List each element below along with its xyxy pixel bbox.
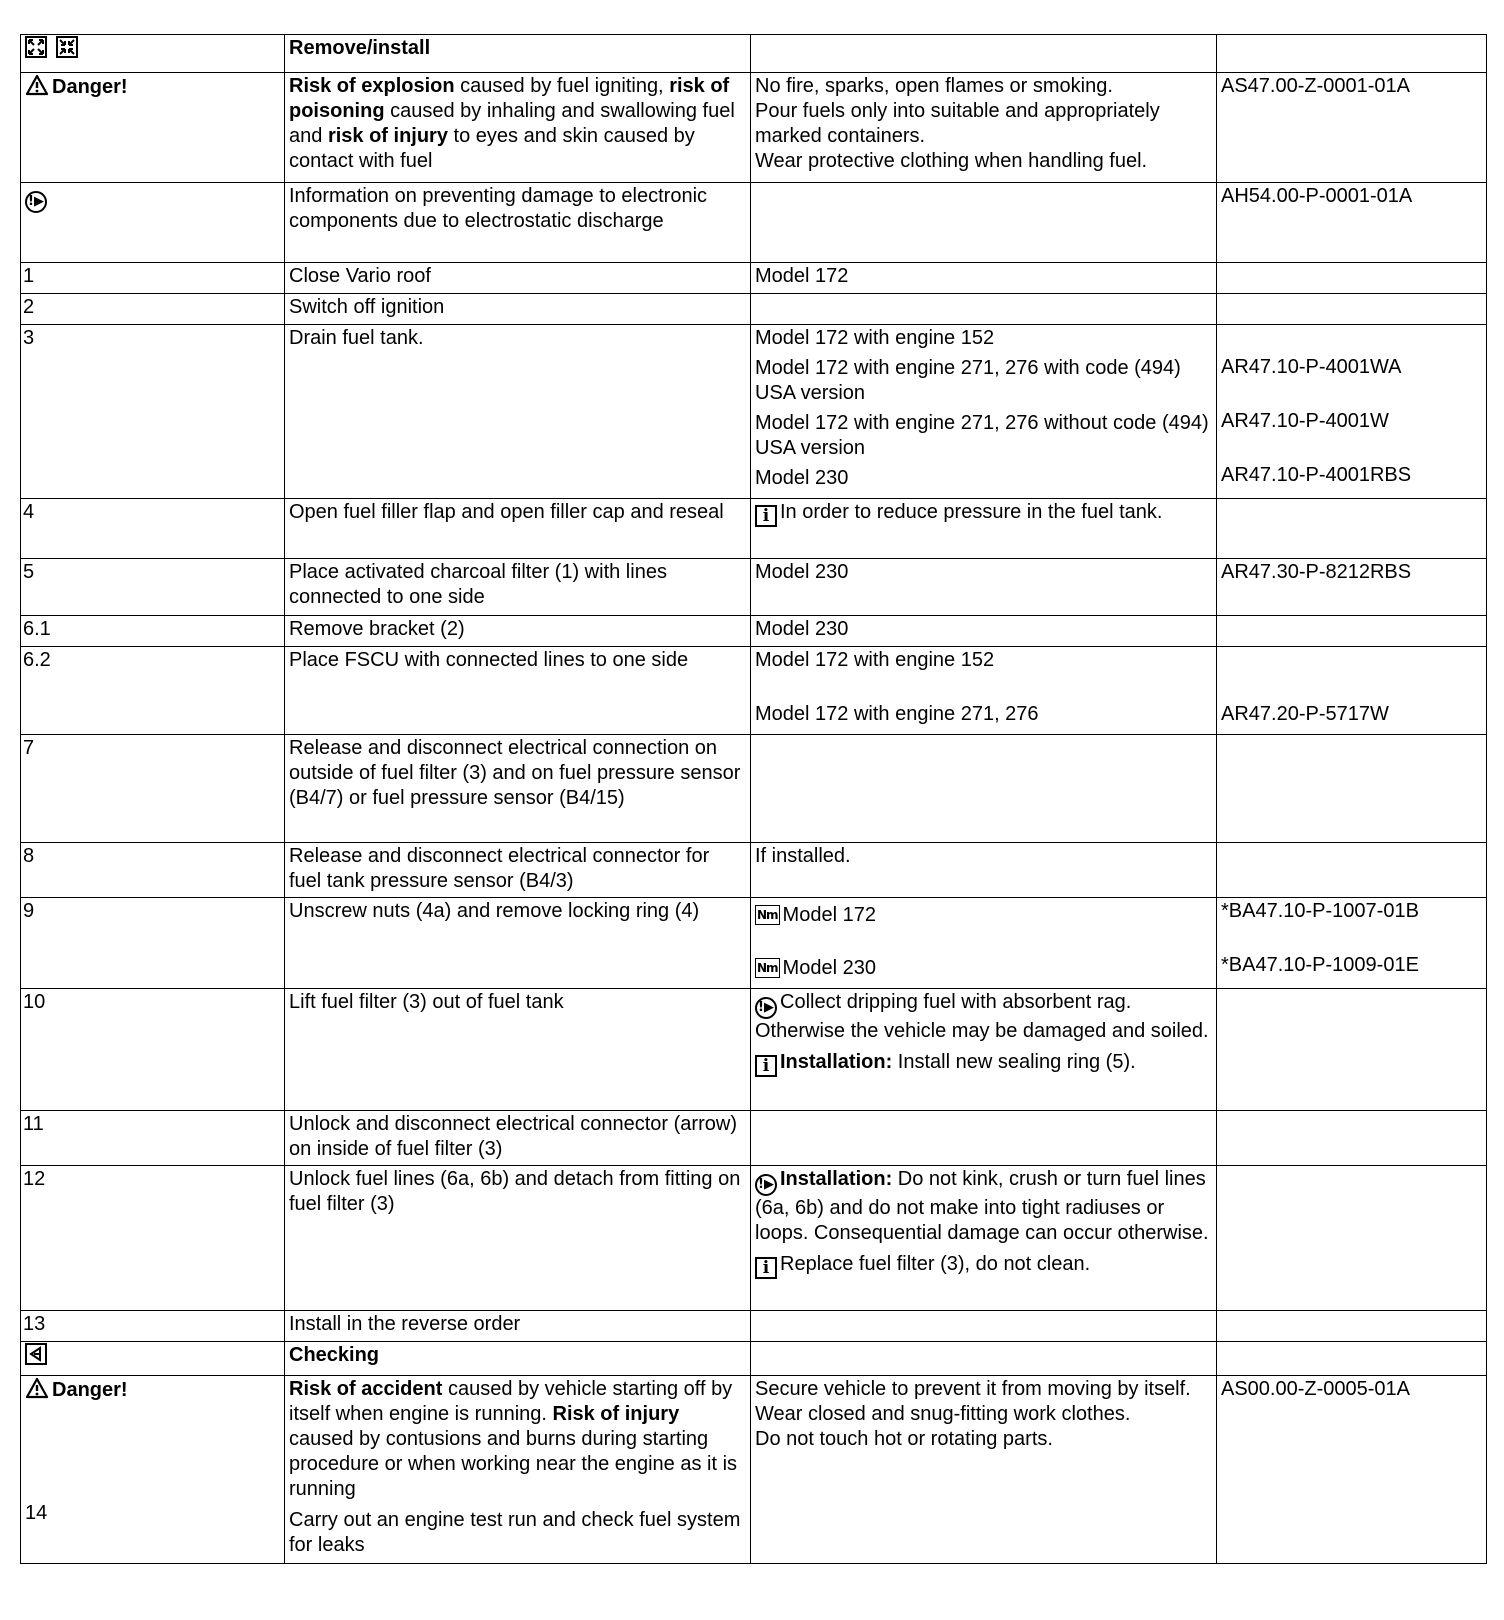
table-row bbox=[21, 1376, 1487, 1564]
table-row bbox=[21, 843, 1487, 898]
warning-triangle-icon bbox=[25, 74, 49, 96]
header-icons-cell bbox=[21, 35, 285, 73]
table-row bbox=[21, 183, 1487, 263]
step-text: Switch off ignition bbox=[285, 294, 751, 325]
step-note: Model 230 bbox=[751, 559, 1217, 616]
danger-label: Danger! bbox=[52, 76, 128, 98]
step-notes: Model 172 with engine 152 Model 172 with engine 271, 276 bbox=[751, 647, 1217, 735]
checking-icon bbox=[25, 1343, 47, 1365]
danger-label: Danger! bbox=[52, 1379, 128, 1401]
step-text: Place activated charcoal filter (1) with lines connected to one side bbox=[285, 559, 751, 616]
step-notes: Nm Model 172 Nm Model 230 bbox=[751, 898, 1217, 989]
table-row bbox=[21, 263, 1487, 294]
reference-link[interactable]: AH54.00-P-0001-01A bbox=[1217, 183, 1487, 263]
procedure-table bbox=[20, 34, 1487, 1564]
info-icon: i bbox=[755, 1257, 777, 1279]
table-row: 10 Lift fuel filter (3) out of fuel tank !▶ Collect dripping fuel with absorbent rag. Otherwise the vehicle may be damaged and soiled. i Installation: Install new sealing ring (5). bbox=[21, 989, 1487, 1111]
step-note: Collect dripping fuel with absorbent rag. Otherwise the vehicle may be damaged and soiled. bbox=[755, 991, 1209, 1042]
reference-link[interactable]: AR47.10-P-4001RBS bbox=[1221, 464, 1412, 486]
reference-link[interactable]: AR47.10-P-4001WA bbox=[1221, 356, 1402, 378]
danger-text: Risk of accident caused by vehicle starting off by itself when engine is running. Risk of injury caused by contusions and burns during starting procedure or when working near the engine as it is running bbox=[289, 1378, 738, 1500]
step-text: Release and disconnect electrical connector for fuel tank pressure sensor (B4/3) bbox=[285, 843, 751, 898]
step-number: 11 bbox=[21, 1111, 285, 1166]
expand-icon bbox=[25, 36, 47, 58]
procedure-table-wrapper bbox=[20, 34, 1486, 1564]
table-row bbox=[21, 325, 1487, 499]
step-number: 12 bbox=[21, 1166, 285, 1311]
reference-link[interactable]: AS47.00-Z-0001-01A bbox=[1217, 73, 1487, 183]
step-number: 9 bbox=[21, 898, 285, 989]
step-text: Unscrew nuts (4a) and remove locking ring (4) bbox=[285, 898, 751, 989]
damage-warning-icon: !▶ bbox=[755, 997, 777, 1019]
step-number: 13 bbox=[21, 1311, 285, 1342]
step-number: 14 bbox=[25, 1502, 48, 1524]
step-text: Close Vario roof bbox=[285, 263, 751, 294]
info-icon: i bbox=[755, 1055, 777, 1077]
step-text: Drain fuel tank. bbox=[285, 325, 751, 499]
step-text: Install in the reverse order bbox=[285, 1311, 751, 1342]
danger-measures: No fire, sparks, open flames or smoking. Pour fuels only into suitable and appropriately marked containers. Wear protective clothing when handling fuel. bbox=[751, 73, 1217, 183]
table-row: 12 Unlock fuel lines (6a, 6b) and detach from fitting on fuel filter (3) !▶ Installation: Do not kink, crush or turn fuel lines (6a, 6b) and do not make into tight radiuses or loops. Consequential damage can occur otherwise. i Replace fuel filter (3), do not clean. bbox=[21, 1166, 1487, 1311]
step-text: Unlock fuel lines (6a, 6b) and detach from fitting on fuel filter (3) bbox=[285, 1166, 751, 1311]
table-row bbox=[21, 73, 1487, 183]
section-title: Checking bbox=[285, 1342, 751, 1376]
step-number: 2 bbox=[21, 294, 285, 325]
reference-link[interactable]: AR47.30-P-8212RBS bbox=[1217, 559, 1487, 616]
step-number: 8 bbox=[21, 843, 285, 898]
step-text: Place FSCU with connected lines to one side bbox=[285, 647, 751, 735]
table-row bbox=[21, 1342, 1487, 1376]
section-title: Remove/install bbox=[285, 35, 751, 73]
torque-nm-icon: Nm bbox=[755, 905, 780, 925]
info-icon: i bbox=[755, 505, 777, 527]
step-number: 6.2 bbox=[21, 647, 285, 735]
step-number: 5 bbox=[21, 559, 285, 616]
reference-link[interactable]: AS00.00-Z-0005-01A bbox=[1217, 1376, 1487, 1564]
step-note: If installed. bbox=[751, 843, 1217, 898]
step-note: Model 230 bbox=[751, 616, 1217, 647]
step-notes: Model 172 with engine 152 Model 172 with engine 271, 276 with code (494) USA version Model 172 with engine 271, 276 without code (494) USA version Model 230 bbox=[751, 325, 1217, 499]
step-text: Unlock and disconnect electrical connector (arrow) on inside of fuel filter (3) bbox=[285, 1111, 751, 1166]
esd-info-icon: !▶ bbox=[25, 191, 47, 213]
table-row bbox=[21, 559, 1487, 616]
step-note: Model 172 bbox=[751, 263, 1217, 294]
danger-text: Risk of explosion caused by fuel igniting, risk of poisoning caused by inhaling and swallowing fuel and risk of injury to eyes and skin caused by contact with fuel bbox=[285, 73, 751, 183]
step-number: 3 bbox=[21, 325, 285, 499]
step-text: Open fuel filler flap and open filler cap and reseal bbox=[285, 499, 751, 559]
table-row bbox=[21, 1311, 1487, 1342]
reference-link[interactable]: *BA47.10-P-1007-01B bbox=[1221, 900, 1419, 922]
step-text: Lift fuel filter (3) out of fuel tank bbox=[285, 989, 751, 1111]
table-row bbox=[21, 35, 1487, 73]
reference-link[interactable]: AR47.10-P-4001W bbox=[1221, 410, 1389, 432]
step-number: 4 bbox=[21, 499, 285, 559]
damage-warning-icon: !▶ bbox=[755, 1174, 777, 1196]
step-number: 6.1 bbox=[21, 616, 285, 647]
step-number: 7 bbox=[21, 735, 285, 843]
table-row bbox=[21, 898, 1487, 989]
step-text: Release and disconnect electrical connection on outside of fuel filter (3) and on fuel pressure sensor (B4/7) or fuel pressure sensor (B4/15) bbox=[285, 735, 751, 843]
step-number: 10 bbox=[21, 989, 285, 1111]
reference-link[interactable]: AR47.20-P-5717W bbox=[1221, 703, 1389, 725]
torque-nm-icon: Nm bbox=[755, 958, 780, 978]
danger-cell bbox=[21, 1376, 285, 1564]
step-note: In order to reduce pressure in the fuel tank. bbox=[780, 501, 1163, 523]
warning-triangle-icon bbox=[25, 1377, 49, 1399]
step-text: Carry out an engine test run and check fuel system for leaks bbox=[289, 1509, 741, 1556]
esd-text: Information on preventing damage to electronic components due to electrostatic discharge bbox=[285, 183, 751, 263]
danger-measures: Secure vehicle to prevent it from moving by itself. Wear closed and snug-fitting work clothes. Do not touch hot or rotating parts. bbox=[751, 1376, 1217, 1564]
step-text: Remove bracket (2) bbox=[285, 616, 751, 647]
table-row bbox=[21, 616, 1487, 647]
collapse-icon bbox=[56, 36, 78, 58]
table-row bbox=[21, 1111, 1487, 1166]
reference-link[interactable]: *BA47.10-P-1009-01E bbox=[1221, 954, 1419, 976]
danger-cell bbox=[21, 73, 285, 183]
table-row bbox=[21, 499, 1487, 559]
step-number: 1 bbox=[21, 263, 285, 294]
table-row bbox=[21, 294, 1487, 325]
table-row bbox=[21, 647, 1487, 735]
table-row bbox=[21, 735, 1487, 843]
